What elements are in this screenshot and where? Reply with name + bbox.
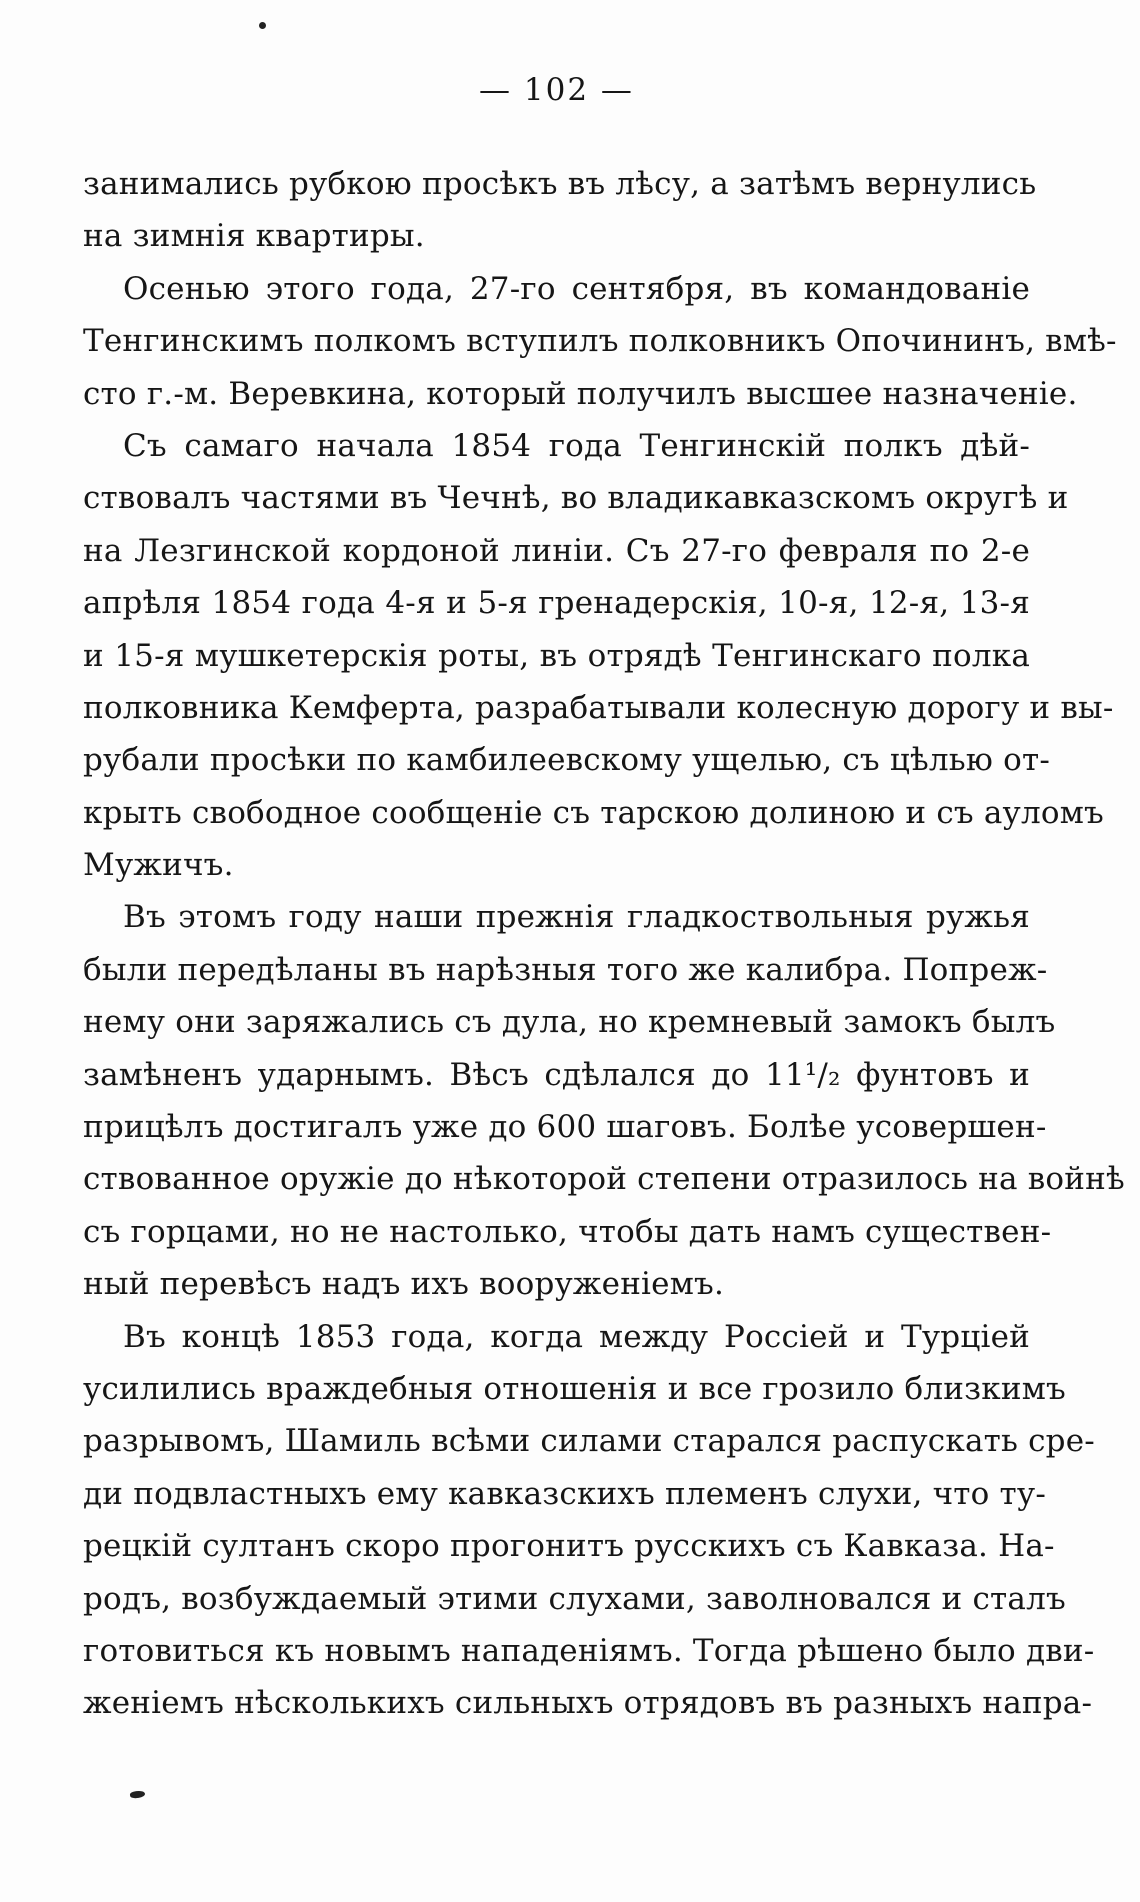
scan-speck-top bbox=[259, 22, 266, 29]
text-line: замѣненъ ударнымъ. Вѣсъ сдѣлался до 11¹/₂ фунтовъ и bbox=[83, 1056, 1030, 1093]
text-line: готовиться къ новымъ нападеніямъ. Тогда рѣшено было дви- bbox=[83, 1632, 1095, 1669]
text-line: ди подвластныхъ ему кавказскихъ племенъ слухи, что ту- bbox=[83, 1475, 1047, 1512]
text-line: родъ, возбуждаемый этими слухами, заволновался и сталъ bbox=[83, 1580, 1066, 1617]
text-line: были передѣланы въ нарѣзныя того же калибра. Попреж- bbox=[83, 951, 1048, 988]
text-line: на Лезгинской кордоной линіи. Съ 27-го февраля по 2-е bbox=[83, 532, 1030, 569]
paragraph bbox=[83, 420, 1114, 892]
text-line: ствованное оружіе до нѣкоторой степени отразилось на войнѣ bbox=[83, 1161, 1125, 1198]
text-line: женіемъ нѣсколькихъ сильныхъ отрядовъ въ разныхъ напра- bbox=[83, 1685, 1093, 1722]
paragraph bbox=[83, 1311, 1095, 1730]
text-line: усилились враждебныя отношенія и все грозило близкимъ bbox=[83, 1370, 1066, 1407]
text-line: нему они заряжались съ дула, но кремневый замокъ былъ bbox=[83, 1004, 1056, 1041]
text-line: занимались рубкою просѣкъ въ лѣсу, а затѣмъ вернулись bbox=[83, 166, 1037, 202]
text-line: и 15-я мушкетерскія роты, въ отрядѣ Тенгинскаго полка bbox=[83, 637, 1030, 674]
paragraph bbox=[83, 158, 1037, 263]
text-line: Тенгинскимъ полкомъ вступилъ полковникъ Опочининъ, вмѣ- bbox=[83, 323, 1117, 360]
text-line: полковника Кемферта, разрабатывали колесную дорогу и вы- bbox=[83, 689, 1114, 726]
paragraph bbox=[83, 891, 1125, 1310]
text-line: разрывомъ, Шамиль всѣми силами старался распускать сре- bbox=[83, 1423, 1095, 1460]
text-line: Мужичъ. bbox=[83, 847, 234, 884]
paragraph bbox=[83, 263, 1117, 420]
text-line: ный перевѣсъ надъ ихъ вооруженіемъ. bbox=[83, 1266, 725, 1303]
text-line: Съ самаго начала 1854 года Тенгинскій полкъ дѣй- bbox=[123, 427, 1030, 464]
page-number: — 102 — bbox=[479, 72, 634, 108]
text-line: прицѣлъ достигалъ уже до 600 шаговъ. Болѣе усовершен- bbox=[83, 1109, 1047, 1146]
page-body bbox=[83, 158, 1125, 1730]
text-line: Въ этомъ году наши прежнія гладкоствольныя ружья bbox=[123, 899, 1030, 936]
scan-speck-bottom bbox=[130, 1790, 146, 1799]
text-line: ствовалъ частями въ Чечнѣ, во владикавказскомъ округѣ и bbox=[83, 480, 1069, 517]
text-line: рецкій султанъ скоро прогонитъ русскихъ съ Кавказа. На- bbox=[83, 1528, 1055, 1565]
text-line: Осенью этого года, 27-го сентября, въ командованіе bbox=[123, 270, 1030, 307]
text-line: крыть свободное сообщеніе съ тарскою долиною и съ ауломъ bbox=[83, 794, 1104, 831]
text-line: на зимнія квартиры. bbox=[83, 218, 425, 255]
text-line: сто г.-м. Веревкина, который получилъ высшее назначеніе. bbox=[83, 375, 1078, 412]
text-line: съ горцами, но не настолько, чтобы дать намъ существен- bbox=[83, 1213, 1052, 1250]
text-line: рубали просѣки по камбилеевскому ущелью, съ цѣлью от- bbox=[83, 742, 1051, 779]
text-line: Въ концѣ 1853 года, когда между Россіей и Турціей bbox=[123, 1318, 1030, 1355]
text-line: апрѣля 1854 года 4-я и 5-я гренадерскія, 10-я, 12-я, 13-я bbox=[83, 585, 1030, 622]
